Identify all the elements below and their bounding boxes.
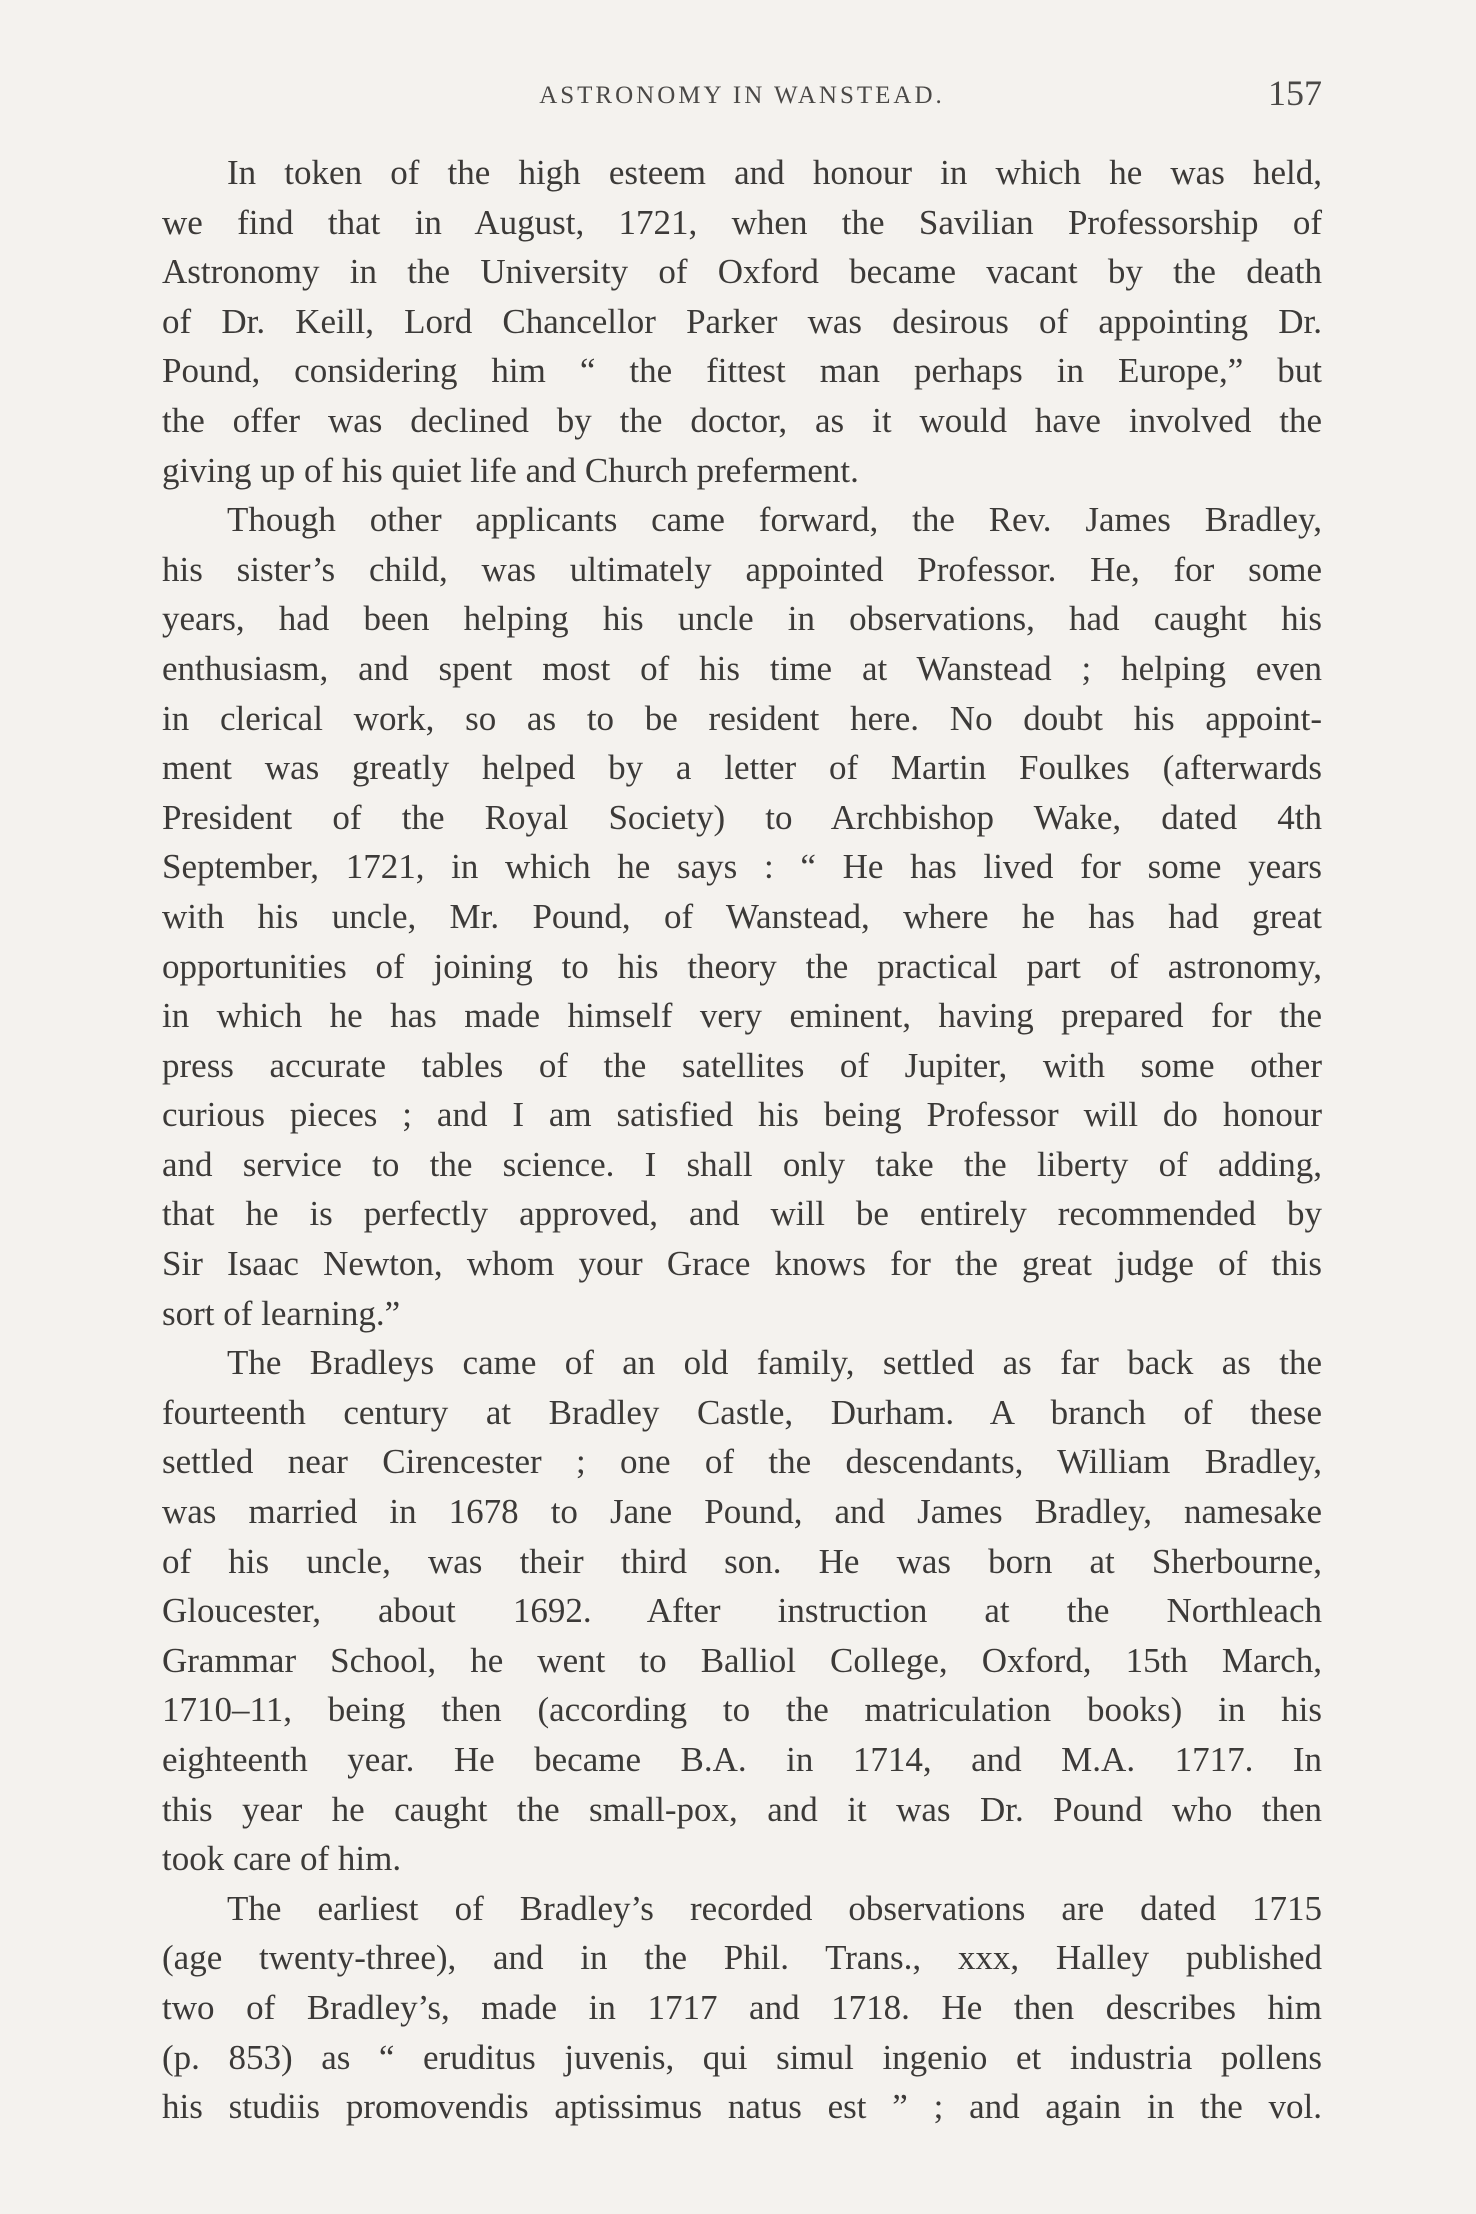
text-line: opportunities of joining to his theory the practical part of astronomy, [162,946,1322,986]
text-line: eighteenth year. He became B.A. in 1714, and M.A. 1717. In [162,1740,1322,1779]
text-line: press accurate tables of the satellites of Jupiter, with some other [162,1045,1322,1085]
text-line: The earliest of Bradley’s recorded observations are dated 1715 [227,1888,1322,1928]
text-line: fourteenth century at Bradley Castle, Durham. A branch of these [162,1392,1322,1432]
text-line: Though other applicants came forward, the Rev. James Bradley, [227,500,1322,540]
text-line: of his uncle, was their third son. He was born at Sherbourne, [162,1541,1322,1581]
text-line: The Bradleys came of an old family, settled as far back as the [227,1343,1322,1383]
text-line: sort of learning.” [162,1293,401,1333]
text-line: this year he caught the small-pox, and it was Dr. Pound who then [162,1789,1322,1829]
text-line: that he is perfectly approved, and will be entirely recommended by [162,1194,1322,1234]
text-line: President of the Royal Society) to Archbishop Wake, dated 4th [162,797,1322,837]
paragraph [162,1884,1322,2132]
text-line: and service to the science. I shall only take the liberty of adding, [162,1144,1322,1184]
text-line: (age twenty-three), and in the Phil. Trans., xxx, Halley published [162,1938,1322,1978]
text-line: was married in 1678 to Jane Pound, and James Bradley, namesake [162,1492,1322,1532]
running-title: ASTRONOMY IN WANSTEAD. [539,82,945,109]
text-line: years, had been helping his uncle in observations, had caught his [162,599,1322,639]
text-line: his sister’s child, was ultimately appointed Professor. He, for some [162,549,1322,589]
running-head [162,72,1322,122]
text-line: September, 1721, in which he says : “ He has lived for some years [162,847,1322,887]
text-line: in which he has made himself very eminent, having prepared for the [162,996,1322,1036]
text-line: Gloucester, about 1692. After instruction at the Northleach [162,1591,1322,1631]
text-line: took care of him. [162,1839,402,1879]
text-line: in clerical work, so as to be resident here. No doubt his appoint- [162,698,1322,738]
text-line: curious pieces ; and I am satisfied his being Professor will do honour [162,1095,1322,1135]
text-line: settled near Cirencester ; one of the descendants, William Bradley, [162,1442,1322,1482]
text-line: enthusiasm, and spent most of his time at Wanstead ; helping even [162,648,1322,688]
paragraph [162,1338,1322,1884]
text-line: his studiis promovendis aptissimus natus est ” ; and again in the vol. [162,2087,1322,2127]
text-line: we find that in August, 1721, when the Savilian Professorship of [162,202,1322,242]
text-line: Grammar School, he went to Balliol College, Oxford, 15th March, [162,1640,1322,1680]
text-line: two of Bradley’s, made in 1717 and 1718. He then describes him [162,1987,1322,2027]
body-text [162,148,1322,2132]
text-line: 1710–11, being then (according to the matriculation books) in his [162,1690,1322,1730]
text-line: Astronomy in the University of Oxford became vacant by the death [162,252,1322,292]
page-number: 157 [1268,73,1322,113]
text-line: Pound, considering him “ the fittest man perhaps in Europe,” but [162,351,1322,391]
text-line: with his uncle, Mr. Pound, of Wanstead, where he has had great [162,896,1322,936]
text-line: (p. 853) as “ eruditus juvenis, qui simul ingenio et industria pollens [162,2037,1322,2077]
text-line: the offer was declined by the doctor, as it would have involved the [162,400,1322,440]
text-line: giving up of his quiet life and Church preferment. [162,450,859,490]
text-line: ment was greatly helped by a letter of Martin Foulkes (afterwards [162,748,1322,788]
text-line: Sir Isaac Newton, whom your Grace knows for the great judge of this [162,1244,1322,1284]
paragraph [162,148,1322,495]
text-line: In token of the high esteem and honour in which he was held, [227,153,1322,192]
text-line: of Dr. Keill, Lord Chancellor Parker was desirous of appointing Dr. [162,301,1322,341]
paragraph [162,495,1322,1338]
